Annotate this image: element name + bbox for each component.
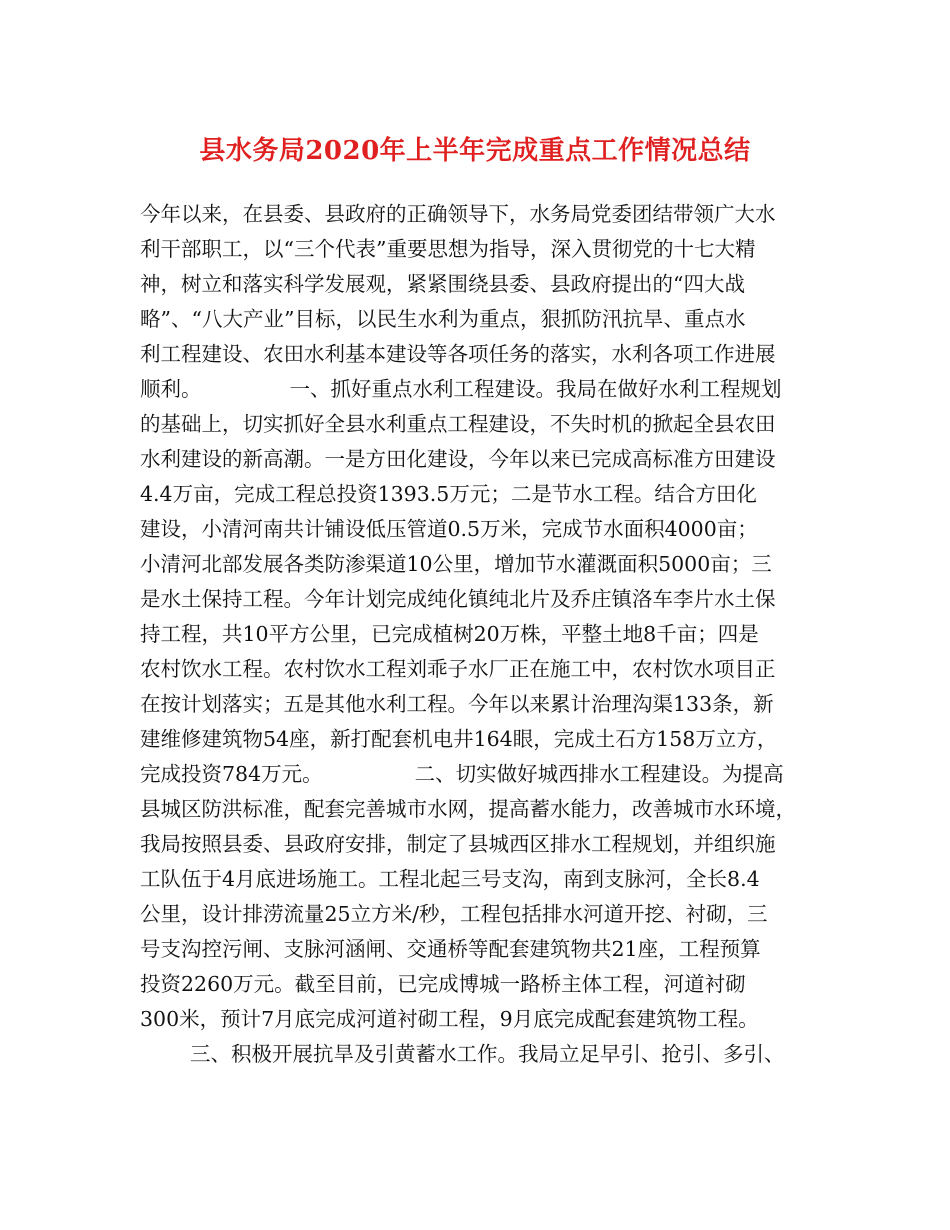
body-line-11: 小清河北部发展各类防渗渠道10公里，增加节水灌溉面积5000亩；三 [140, 552, 772, 576]
body-line-24: 300米，预计7月底完成河道衬砌工程，9月底完成配套建筑物工程。 [140, 1007, 759, 1031]
section-three-heading: 三、积极开展抗旱及引黄蓄水工作。我局立足早引、抢引、多引、 [190, 1042, 785, 1066]
body-line-3: 神，树立和落实科学发展观，紧紧围绕县委、县政府提出的“四大战 [140, 272, 745, 296]
body-line-14: 农村饮水工程。农村饮水工程刘乖子水厂正在施工中，农村饮水项目正 [140, 657, 776, 681]
body-line-6-text: 顺利。 [140, 377, 202, 401]
body-line-15: 在按计划落实；五是其他水利工程。今年以来累计治理沟渠133条，新 [140, 692, 774, 716]
body-line-25 [140, 1037, 825, 1072]
body-line-8: 水利建设的新高潮。一是方田化建设，今年以来已完成高标准方田建设 [140, 447, 776, 471]
body-line-4: 略”、“八大产业”目标，以民生水利为重点，狠抓防汛抗旱、重点水 [140, 307, 746, 331]
document-body [140, 197, 825, 1072]
body-line-20: 工队伍于4月底进场施工。工程北起三号支沟，南到支脉河，全长8.4 [140, 867, 760, 891]
body-line-1: 今年以来，在县委、县政府的正确领导下，水务局党委团结带领广大水 [140, 202, 776, 226]
body-line-6 [140, 372, 825, 407]
body-line-19: 我局按照县委、县政府安排，制定了县城西区排水工程规划，并组织施 [140, 832, 776, 856]
section-two-heading: 二、切实做好城西排水工程建设。为提高 [414, 762, 784, 786]
body-line-18: 县城区防洪标准，配套完善城市水网，提高蓄水能力，改善城市水环境， [140, 797, 796, 821]
body-line-17 [140, 757, 825, 792]
body-line-12: 是水土保持工程。今年计划完成纯化镇纯北片及乔庄镇洛车李片水土保 [140, 587, 776, 611]
body-line-9: 4.4万亩，完成工程总投资1393.5万元；二是节水工程。结合方田化 [140, 482, 757, 506]
body-line-5: 利工程建设、农田水利基本建设等各项任务的落实，水利各项工作进展 [140, 342, 776, 366]
section-one-heading: 一、抓好重点水利工程建设。我局在做好水利工程规划 [289, 377, 782, 401]
document-title: 县水务局2020年上半年完成重点工作情况总结 [199, 136, 751, 166]
body-line-13: 持工程，共10平方公里，已完成植树20万株，平整土地8千亩；四是 [140, 622, 759, 646]
body-line-16: 建维修建筑物54座，新打配套机电井164眼，完成土石方158万立方， [140, 727, 778, 751]
body-line-17-text: 完成投资784万元。 [140, 762, 323, 786]
body-line-22: 号支沟控污闸、支脉河涵闸、交通桥等配套建筑物共21座，工程预算 [140, 937, 761, 961]
body-line-10: 建设，小清河南共计铺设低压管道0.5万米，完成节水面积4000亩； [140, 517, 758, 541]
body-line-2: 利干部职工，以“三个代表”重要思想为指导，深入贯彻党的十七大精 [140, 237, 756, 261]
body-line-21: 公里，设计排涝流量25立方米/秒，工程包括排水河道开挖、衬砌，三 [140, 902, 768, 926]
body-line-23: 投资2260万元。截至目前，已完成博城一路桥主体工程，河道衬砌 [140, 972, 746, 996]
body-line-7: 的基础上，切实抓好全县水利重点工程建设，不失时机的掀起全县农田 [140, 412, 776, 436]
